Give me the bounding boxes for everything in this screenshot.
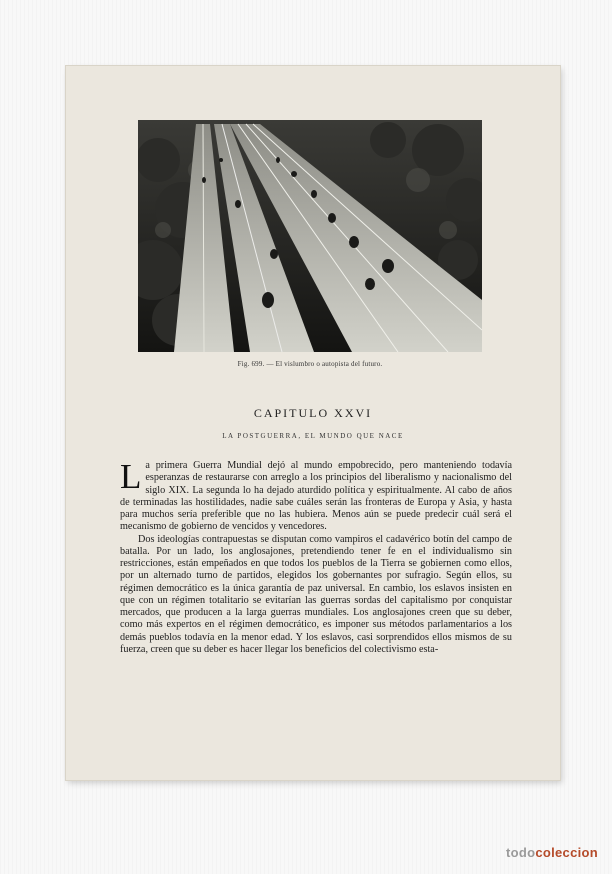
watermark-logo <box>506 845 598 860</box>
watermark-part-1: todo <box>505 845 536 860</box>
paragraph-2: Dos ideologías contrapuestas se disputan como vampiros el cadavérico botín del campo de batalla. Por un lado, los anglosajones, pretendiendo tener fe en el individualismo sin restricciones, están empeñados en que todos los pueblos de la Tierra se gobiernen como ellos, por un alternado turno de partidos, elegidos los gobernantes por sufragio. Según ellos, su régimen democrático es la única garantía de paz universal. En cambio, los eslavos insisten en que con un régimen totalitario se evitarían las guerras sordas del capitalismo por conquistar mercados, que producen a la larga guerras mundiales. Los anglosajones creen que su deber, como más expertos en el régimen democrático, es imponer sus métodos parlamentarios a los demás pueblos todavía en la menor edad. Y los eslavos, casi sorprendidos ellos mismos de su fuerza, creen que su deber es hacer llegar los beneficios del colectivismo esta- <box>120 533 512 655</box>
paragraph-1-text: a primera Guerra Mundial dejó al mundo empobrecido, pero manteniendo todavía esperanzas de restaurarse con arreglo a los principios del liberalismo y nacionalismo del siglo XIX. La segunda lo ha dejado aturdido política y espiritualmente. Al cabo de años de terminadas las hostilidades, nadie sabe cuáles serán las fronteras de Europa y Asia, y hasta para muchos sería preferible que no las hubiera. Menos aún se puede predecir cuál será el mecanismo de gobierno de vencidos y vencedores. <box>120 460 512 533</box>
paragraph-1 <box>120 457 512 534</box>
body-text <box>120 457 512 656</box>
drop-cap: L <box>120 457 142 496</box>
figure-photo <box>138 120 482 352</box>
chapter-title: CAPITULO XXVI <box>253 406 373 420</box>
watermark-part-2: coleccion <box>535 845 598 860</box>
figure-caption: Fig. 699. — El vislumbro o autopista del futuro. <box>237 360 383 368</box>
chapter-subtitle: LA POSTGUERRA, EL MUNDO QUE NACE <box>222 432 404 440</box>
highway-illustration <box>138 120 482 352</box>
book-page <box>66 66 560 780</box>
